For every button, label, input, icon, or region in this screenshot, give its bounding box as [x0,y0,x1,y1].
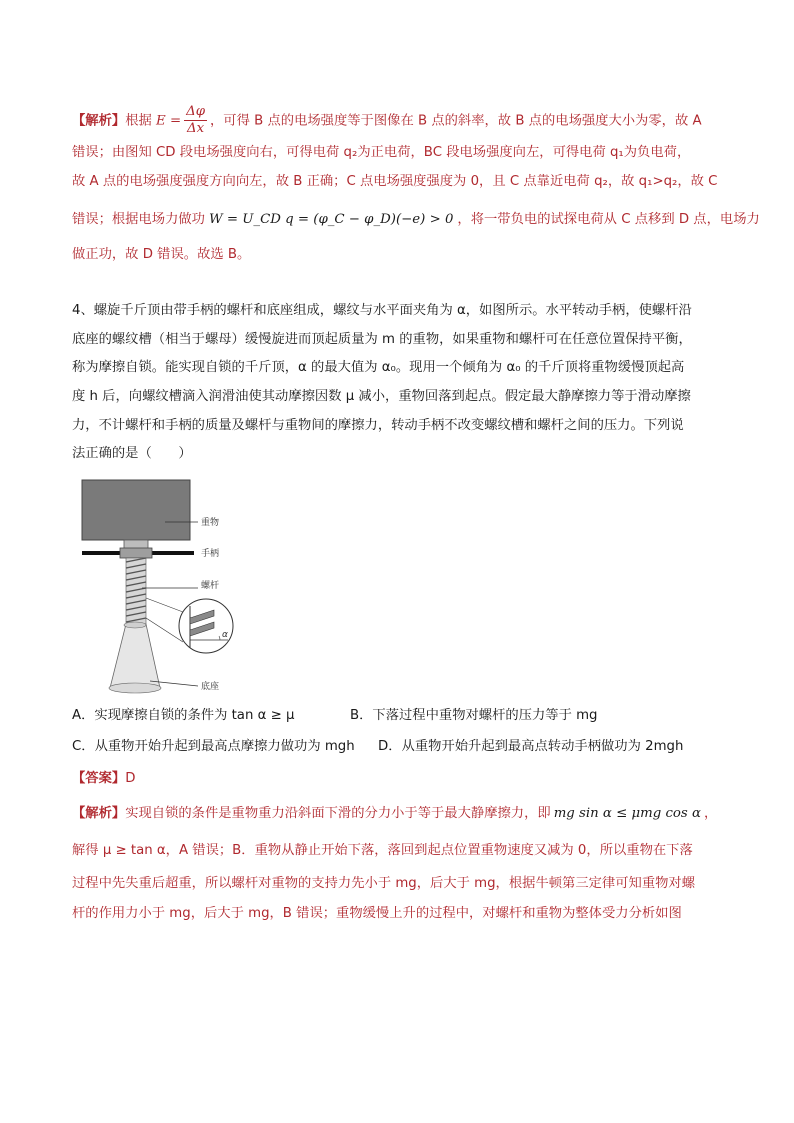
analysis2-line1-b: ， [703,806,718,821]
fraction-numerator: Δφ [186,104,206,119]
label-weight: 重物 [201,518,220,528]
analysis-tag: 【解析】 [72,113,126,129]
analysis2-line2: 解得 μ ≥ tan α，A 错误；B．重物从静止开始下落，落回到起点位置重物速度又减为 0，所以重物在下落 [72,843,693,858]
option-c: C．从重物开始升起到最高点摩擦力做功为 mgh [72,739,355,754]
answer-line [72,769,135,789]
analysis1-line4-b: ，将一带负电的试探电荷从 C 点移到 D 点，电场力 [457,212,760,227]
question4-line2: 底座的螺纹槽（相当于螺母）缓慢旋进而顶起质量为 m 的重物，如果重物和螺杆可在任意位置保持平衡， [72,332,692,347]
label-angle: α [222,630,228,640]
option-d: D．从重物开始升起到最高点转动手柄做功为 2mgh [378,739,684,754]
analysis1-line2: 错误；由图知 CD 段电场强度向右，可得电荷 q₂为正电荷，BC 段电场强度向左，可得电荷 q₁为负电荷， [72,145,691,160]
weight-block [82,480,190,540]
label-handle: 手柄 [201,549,220,559]
analysis2-line1 [72,804,717,824]
zoom-line-top [146,598,183,612]
answer-value: D [125,771,136,786]
label-screw: 螺杆 [201,581,220,591]
base-cone [110,624,160,688]
work-formula: W = U_CD q = (φ_C − φ_D)(−e) > 0 [208,212,454,227]
analysis1-line3: 故 A 点的电场强度强度方向向左，故 B 正确；C 点电场强度强度为 0，且 C 点靠近电荷 q₂，故 q₁>q₂，故 C [72,174,718,189]
question4-line4: 度 h 后，向螺纹槽滴入润滑油使其动摩擦因数 μ 减小，重物回落到起点。假定最大静摩擦力等于滑动摩擦 [72,389,691,404]
analysis2-tag: 【解析】 [72,806,126,821]
analysis1-line4 [72,210,760,230]
option-b: B．下落过程中重物对螺杆的压力等于 mg [350,708,598,723]
question4-line1: 4、螺旋千斤顶由带手柄的螺杆和底座组成，螺纹与水平面夹角为 α，如图所示。水平转动手柄，使螺杆沿 [72,303,692,318]
question4-line6: 法正确的是（ ） [72,446,192,461]
self-lock-formula: mg sin α ≤ μmg cos α [553,806,701,821]
option-a: A．实现摩擦自锁的条件为 tan α ≥ μ [72,708,295,723]
analysis1-line1 [72,104,702,137]
analysis2-line4: 杆的作用力小于 mg，后大于 mg，B 错误；重物缓慢上升的过程中，对螺杆和重物为整体受力分析如图 [72,906,682,921]
analysis1-line5: 做正功，故 D 错误。故选 B。 [72,247,251,262]
screw-jack-figure [80,478,240,700]
analysis2-line1-a: 实现自锁的条件是重物重力沿斜面下滑的分力小于等于最大静摩擦力，即 [125,806,551,821]
analysis1-line4-a: 错误；根据电场力做功 [72,212,205,227]
question4-line3: 称为摩擦自锁。能实现自锁的千斤顶，α 的最大值为 α₀。现用一个倾角为 α₀ 的千斤顶将重物缓慢顶起高 [72,360,685,375]
fraction-denominator: Δx [187,121,205,136]
analysis2-line3: 过程中先失重后超重，所以螺杆对重物的支持力先小于 mg，后大于 mg，根据牛顿第三定律可知重物对螺 [72,876,696,891]
label-base: 底座 [201,682,220,692]
formula-lhs: E = [156,113,182,129]
analysis1-text-a: 根据 [125,113,152,129]
analysis1-text-b: ，可得 B 点的电场强度等于图像在 B 点的斜率，故 B 点的电场强度大小为零，故 A [210,113,702,129]
answer-tag: 【答案】 [72,771,126,786]
formula-fraction [184,104,207,137]
handle-hub [120,548,152,558]
question4-line5: 力，不计螺杆和手柄的质量及螺杆与重物间的摩擦力，转动手柄不改变螺纹槽和螺杆之间的压力。下列说 [72,418,684,433]
screw-threads [126,558,146,624]
base-bottom [109,683,161,693]
base-top [124,622,146,628]
zoom-line-bottom [146,618,183,642]
